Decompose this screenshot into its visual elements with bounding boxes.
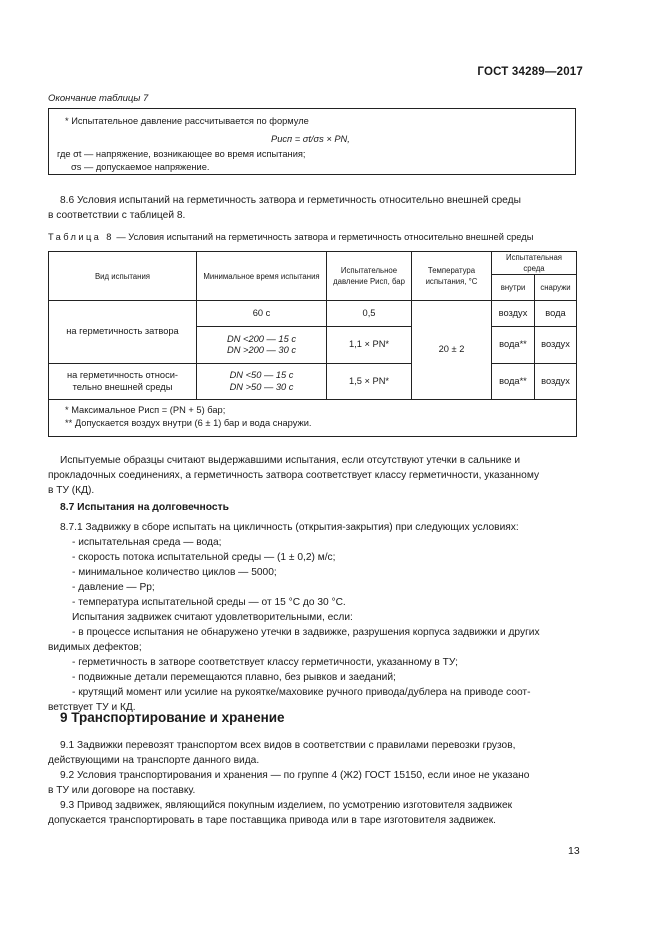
results-line2: прокладочных соединениях, а герметичность затвора соответствует классу герметичности, указанному	[48, 470, 540, 481]
row1-inside: воздух	[492, 301, 535, 327]
criterion-3: - подвижные детали перемещаются плавно, без рывков и заеданий;	[72, 672, 396, 683]
criterion-4b: ветствует ТУ и КД.	[48, 702, 136, 713]
p93-line1: 9.3 Привод задвижек, являющийся покупным изделием, по усмотрению изготовителя задвижек	[60, 800, 513, 811]
table8-note-1: * Максимальное Pисп = (PN + 5) бар;	[65, 405, 226, 415]
table8-note-2: ** Допускается воздух внутри (6 ± 1) бар и вода снаружи.	[65, 418, 312, 428]
row3-time	[197, 364, 327, 400]
row2-time-a: DN <200 — 15 с	[227, 333, 296, 344]
p92-line2: в ТУ или договоре на поставку.	[48, 785, 196, 796]
sigma-s-definition: σs — допускаемое напряжение.	[71, 162, 210, 172]
criterion-1b: видимых дефектов;	[48, 642, 142, 653]
success-intro: Испытания задвижек считают удовлетворительными, если:	[72, 612, 353, 623]
condition-1: - испытательная среда — вода;	[72, 537, 222, 548]
p91-line2: действующими на транспорте данного вида.	[48, 755, 260, 766]
p871-intro: 8.7.1 Задвижку в сборе испытать на цикличность (открытия-закрытия) при следующих условиях:	[60, 522, 519, 533]
results-line1: Испытуемые образцы считают выдержавшими испытания, если отсутствуют утечки в сальнике и	[60, 455, 521, 466]
row1-pressure: 0,5	[327, 301, 412, 327]
row3-outside: воздух	[535, 364, 577, 400]
criterion-2: - герметичность в затворе соответствует классу герметичности, указанному в ТУ;	[72, 657, 458, 668]
p86-line1: 8.6 Условия испытаний на герметичность затвора и герметичность относительно внешней среды	[60, 195, 521, 206]
table8-notes	[49, 400, 577, 437]
row2-outside: воздух	[535, 327, 577, 364]
pressure-formula: Pисп = σt/σs × PN,	[271, 134, 350, 144]
header-outside: снаружи	[535, 275, 577, 301]
header-pressure: Испытательное давление Pисп, бар	[327, 252, 412, 301]
temperature-value: 20 ± 2	[412, 301, 492, 400]
sigma-t-definition: где σt — напряжение, возникающее во время испытания;	[57, 149, 306, 159]
row2-inside: вода**	[492, 327, 535, 364]
formula-intro: * Испытательное давление рассчитывается по формуле	[65, 116, 309, 126]
table8-title: — Условия испытаний на герметичность затвора и герметичность относительно внешней среды	[116, 232, 534, 242]
row2-pressure: 1,1 × PN*	[327, 327, 412, 364]
p86-line2: в соответствии с таблицей 8.	[48, 210, 186, 221]
condition-2: - скорость потока испытательной среды — (1 ± 0,2) м/с;	[72, 552, 336, 563]
page-number: 13	[568, 845, 580, 857]
table7-end-caption: Окончание таблицы 7	[48, 93, 149, 104]
table8	[48, 251, 576, 437]
p92-line1: 9.2 Условия транспортирования и хранения — по группе 4 (Ж2) ГОСТ 15150, если иное не указано	[60, 770, 530, 781]
section-9-heading: 9 Транспортирование и хранение	[60, 710, 285, 725]
criterion-1a: - в процессе испытания не обнаружено утечки в задвижке, разрушения корпуса задвижки и других	[72, 627, 540, 638]
row2-time-b: DN >200 — 30 с	[227, 345, 296, 355]
row3-inside: вода**	[492, 364, 535, 400]
condition-5: - температура испытательной среды — от 15 °С до 30 °С.	[72, 597, 346, 608]
row1-time: 60 с	[197, 301, 327, 327]
table8-caption	[48, 232, 533, 242]
condition-4: - давление — Pр;	[72, 582, 155, 593]
table8-label: Таблица 8	[48, 232, 114, 242]
row1-outside: вода	[535, 301, 577, 327]
condition-3: - минимальное количество циклов — 5000;	[72, 567, 277, 578]
row3-type-a: на герметичность относи-	[66, 370, 179, 380]
p91-line1: 9.1 Задвижки перевозят транспортом всех видов в соответствии с правилами перевозки грузов,	[60, 740, 516, 751]
criterion-4a: - крутящий момент или усилие на рукоятке/маховике ручного привода/дублера на приводе соот-	[72, 687, 531, 698]
row3-type	[49, 364, 197, 400]
row3-time-b: DN >50 — 30 с	[229, 381, 294, 392]
header-temperature: Температура испытания, °С	[412, 252, 492, 301]
p93-line2: допускается транспортировать в таре поставщика привода или в таре изготовителя задвижек.	[48, 815, 496, 826]
row2-time	[197, 327, 327, 364]
row3-type-b: тельно внешней среды	[72, 381, 173, 392]
section-8-7-heading: 8.7 Испытания на долговечность	[60, 502, 229, 513]
table7-footnote-box	[48, 108, 576, 175]
header-min-time: Минимальное время испытания	[197, 252, 327, 301]
header-inside: внутри	[492, 275, 535, 301]
header-medium: Испытательная среда	[492, 252, 577, 275]
row1-type: на герметичность затвора	[49, 301, 197, 364]
document-header: ГОСТ 34289—2017	[477, 66, 583, 78]
header-type: Вид испытания	[49, 252, 197, 301]
row3-time-a: DN <50 — 15 с	[229, 370, 294, 380]
row3-pressure: 1,5 × PN*	[327, 364, 412, 400]
results-line3: в ТУ (КД).	[48, 485, 95, 496]
